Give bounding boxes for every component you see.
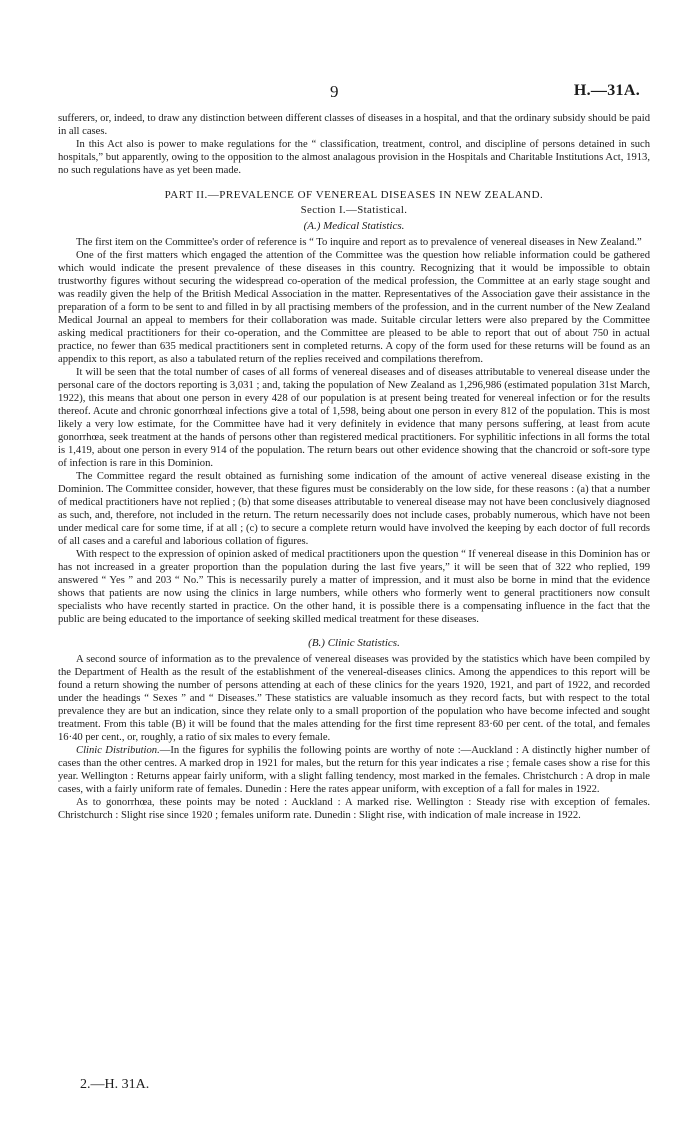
- part-heading: PART II.—PREVALENCE OF VENEREAL DISEASES IN NEW ZEALAND.: [164, 189, 544, 201]
- paragraph-clinic-distribution: [58, 744, 650, 796]
- paragraph-information-gathering: One of the first matters which engaged the attention of the Committee was the question how reliable information could be gathered which would indicate the present prevalence of these diseases in this country. Recognizing that it would be impossible to obtain trustworthy figures without securing the widespread co-operation of the medical profession, the Committee at an early stage sought and was readily given the help of the British Medical Association in the matter. Representatives of the Association gave their assistance in the preparation of a form to be sent to and filled in by all practising members of the profession, and in the current number of the New Zealand Medical Journal an appeal to members for their collaboration was made. Suitable circular letters were also prepared by the Committee asking medical practitioners for their co-operation, and the Committee are pleased to be able to report that out of about 750 in actual practice, no fewer than 635 medical practitioners sent in completed returns. A copy of the form used for these returns will be found as an appendix to this report, as also a tabulated return of the replies received and compilations therefrom.: [58, 250, 650, 365]
- section-heading: Section I.—Statistical.: [300, 204, 408, 216]
- paragraph-continued: sufferers, or, indeed, to draw any distinction between different classes of diseases in a hospital, and that the ordinary subsidy should be paid in all cases.: [58, 113, 650, 137]
- paragraph-order-of-reference: The first item on the Committee's order of reference is “ To inquire and report as to prevalence of venereal diseases in New Zealand.”: [76, 237, 642, 248]
- paragraph-clinic-statistics: A second source of information as to the prevalence of venereal diseases was provided by the statistics which have been compiled by the Department of Health as the result of the establishment of the venereal-diseases clinics. Among the appendices to this report will be found a return showing the number of persons attending at each of these clinics for the years 1920, 1921, and part of 1922, and recorded under the headings “ Sexes ” and “ Diseases.” These statistics are valuable insomuch as they record facts, but with respect to the total prevalence they are but an indication, since they relate only to a small proportion of the population who have become infected and sought treatment. From this table (B) it will be found that the males attending for the first time represent 83·60 per cent. of the total, and females 16·40 per cent., or, roughly, a ratio of six males to every female.: [58, 654, 650, 743]
- footer-signature: 2.—H. 31A.: [80, 1077, 150, 1092]
- clinic-distribution-text: —In the figures for syphilis the following points are worthy of note :—Auckland : A distinctly higher number of cases than the other centres. A marked drop in 1921 for males, but the return for this year indicates a rise ; female cases show a rise for this year. Wellington : Returns appear fairly uniform, with a slight falling tendency, most marked in the females. Christchurch : A drop in male cases, with a fairly uniform rate of females. Dunedin : Here the rates appear uniform, with exception of a fall for males in 1922.: [58, 745, 650, 795]
- paragraph-regulations: In this Act also is power to make regulations for the “ classification, treatment, control, and discipline of persons detained in such hospitals,” but apparently, owing to the opposition to the almost analagous provision in the Hospitals and Charitable Institutions Act, 1913, no such regulations have as yet been made.: [58, 139, 650, 176]
- document-reference: H.—31A.: [573, 82, 640, 99]
- subsection-heading-b: (B.) Clinic Statistics.: [308, 637, 400, 649]
- paragraph-gonorrhoea: As to gonorrhœa, these points may be noted : Auckland : A marked rise. Wellington : Steady rise with exception of females. Christchurch : Slight rise since 1920 ; females uniform rate. Dunedin : Slight rise, with indication of male increase in 1922.: [58, 797, 650, 821]
- paragraph-opinion: With respect to the expression of opinion asked of medical practitioners upon the question “ If venereal disease in this Dominion has or has not increased in a greater proportion than the population during the last five years,” it will be seen that of 322 who replied, 199 answered “ Yes ” and 203 “ No.” This is necessarily purely a matter of impression, and it must also be borne in mind that the evidence shows that patients are now using the clinics in large numbers, while others who formerly went to general practitioners now consult specialists who have recently started in practice. On the other hand, it is possible there is a compensating influence in the fact that the public are being educated to the importance of seeking skilled medical treatment for these diseases.: [58, 549, 650, 625]
- page-body: [58, 112, 650, 822]
- page-number: 9: [330, 82, 339, 101]
- paragraph-case-totals: It will be seen that the total number of cases of all forms of venereal diseases and of diseases attributable to venereal disease under the personal care of the doctors reporting is 3,031 ; and, taking the population of New Zealand as 1,296,986 (estimated population 31st March, 1922), this means that about one person in every 428 of our population is at present being treated for venereal infection or for the results thereof. Acute and chronic gonorrhœal infections give a total of 1,598, being about one person in every 812 of the population. This is most likely a very low estimate, for the Committee have had it very definitely in evidence that many persons suffering, at least from acute gonorrhœa, seek treatment at the hands of persons other than registered medical practitioners. For syphilitic infections in all forms the total is 1,419, about one person in every 914 of the population. The return bears out other evidence showing that the chancroid or soft-sore type of infection is rare in this Dominion.: [58, 367, 650, 469]
- section-gap: [58, 626, 650, 634]
- clinic-distribution-lead: Clinic Distribution.: [76, 745, 160, 756]
- paragraph-low-estimate: The Committee regard the result obtained as furnishing some indication of the amount of active venereal disease existing in the Dominion. The Committee consider, however, that these figures must be considerably on the low side, for these reasons : (a) that a number of medical practitioners have not replied ; (b) that some diseases attributable to venereal disease may not have been conclusively diagnosed as such, and, therefore, not included in the return. The return necessarily does not include cases, probably numerous, which have not been under medical care for some time, if at all ; (c) to secure a complete return would have involved the keeping by each doctor of full records of all cases and a careful and laborious collation of figures.: [58, 471, 650, 547]
- subsection-heading-a: (A.) Medical Statistics.: [303, 220, 405, 232]
